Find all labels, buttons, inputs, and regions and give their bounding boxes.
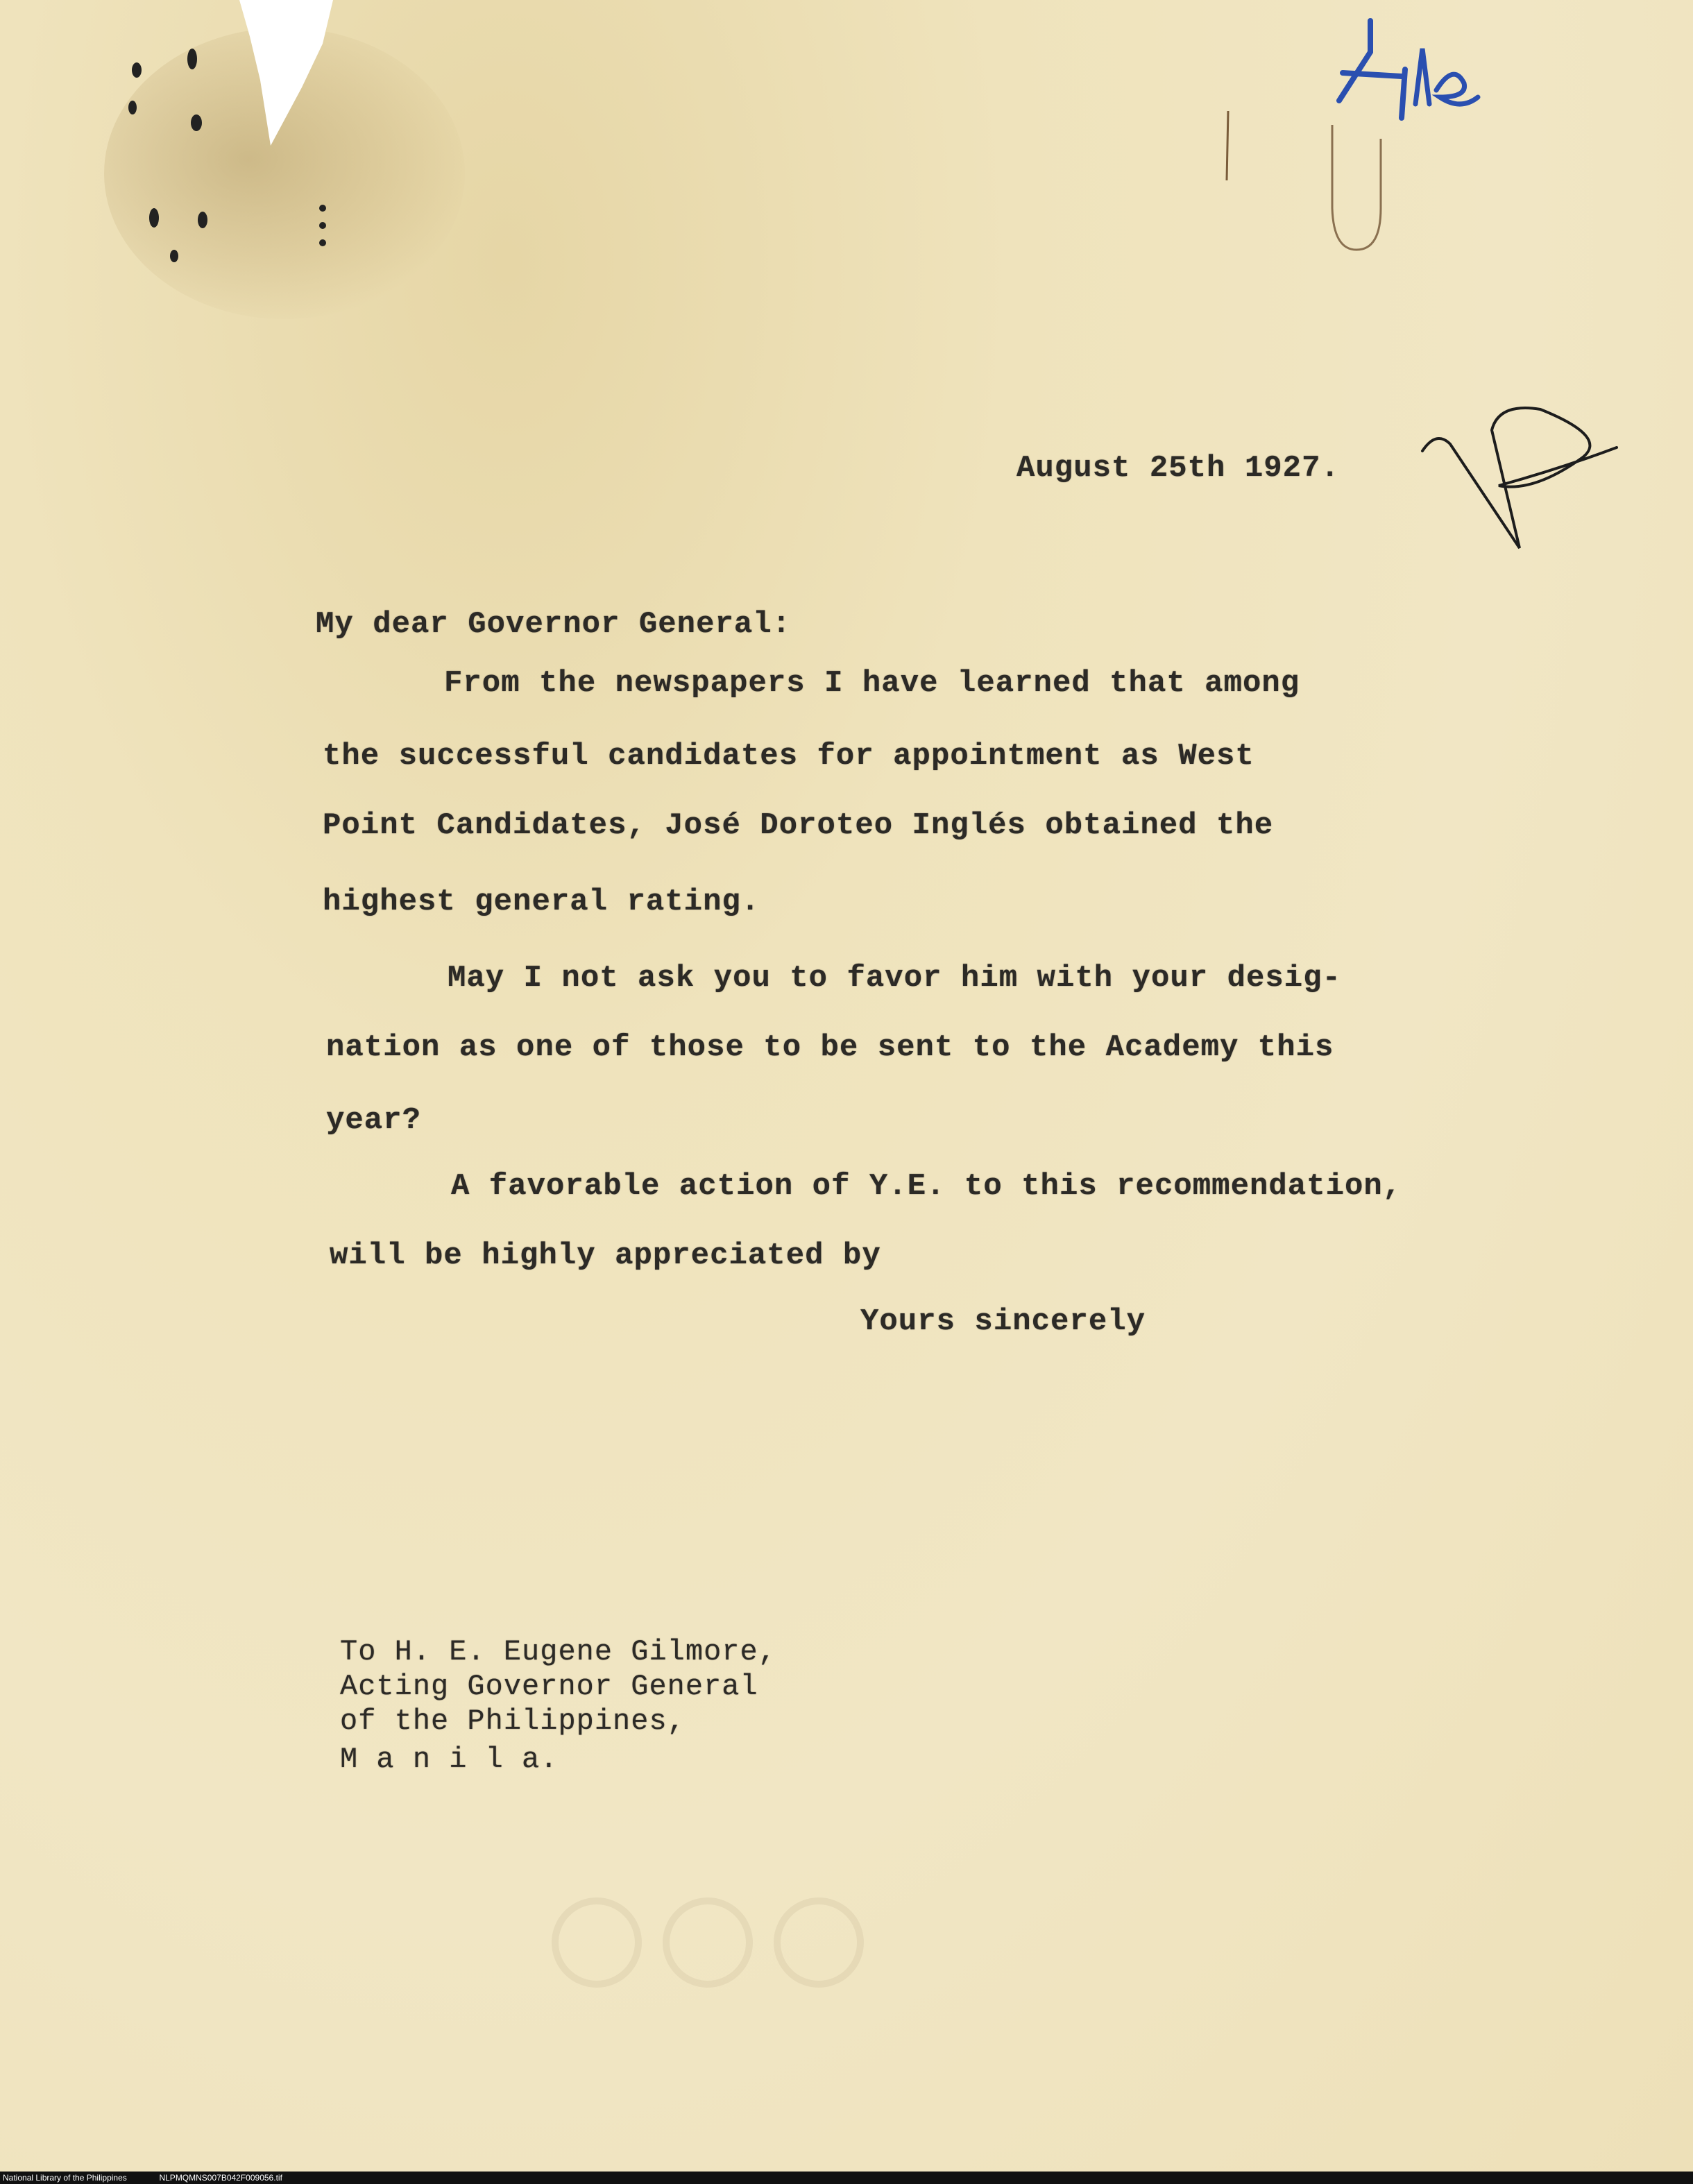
body-line: will be highly appreciated by — [330, 1238, 881, 1273]
body-line: the successful candidates for appointment as West — [323, 739, 1254, 774]
closing: Yours sincerely — [860, 1304, 1146, 1339]
address-line: Acting Governor General — [340, 1670, 758, 1703]
punch-mark — [191, 114, 202, 131]
archive-footer — [0, 2172, 1693, 2184]
body-line: May I not ask you to favor him with your desig- — [448, 961, 1342, 996]
punch-mark — [319, 205, 326, 212]
punch-mark — [198, 212, 207, 228]
body-line: Point Candidates, José Doroteo Inglés obtained the — [323, 808, 1274, 843]
footer-library: National Library of the Philippines — [3, 2173, 127, 2183]
handwritten-R-mark — [1409, 389, 1631, 562]
body-line: nation as one of those to be sent to the Academy this — [326, 1030, 1334, 1065]
embossed-watermark — [527, 1880, 944, 2005]
punch-mark — [128, 101, 137, 114]
address-line: To H. E. Eugene Gilmore, — [340, 1635, 776, 1669]
punch-mark — [187, 49, 197, 69]
body-line: highest general rating. — [323, 885, 760, 919]
letter-date: August 25th 1927. — [1016, 451, 1340, 486]
address-line: of the Philippines, — [340, 1705, 686, 1738]
punch-mark — [170, 250, 178, 262]
file-annotation — [1318, 7, 1526, 146]
salutation: My dear Governor General: — [316, 607, 792, 642]
punch-mark — [319, 239, 326, 246]
punch-mark — [149, 208, 159, 228]
body-line: year? — [326, 1103, 422, 1138]
punch-mark — [132, 62, 142, 78]
punch-mark — [319, 222, 326, 229]
body-line: From the newspapers I have learned that among — [444, 666, 1300, 701]
body-line: A favorable action of Y.E. to this recommendation, — [451, 1169, 1402, 1204]
address-line: M a n i l a. — [340, 1743, 559, 1776]
footer-file-id: NLPMQMNS007B042F009056.tif — [159, 2173, 282, 2183]
